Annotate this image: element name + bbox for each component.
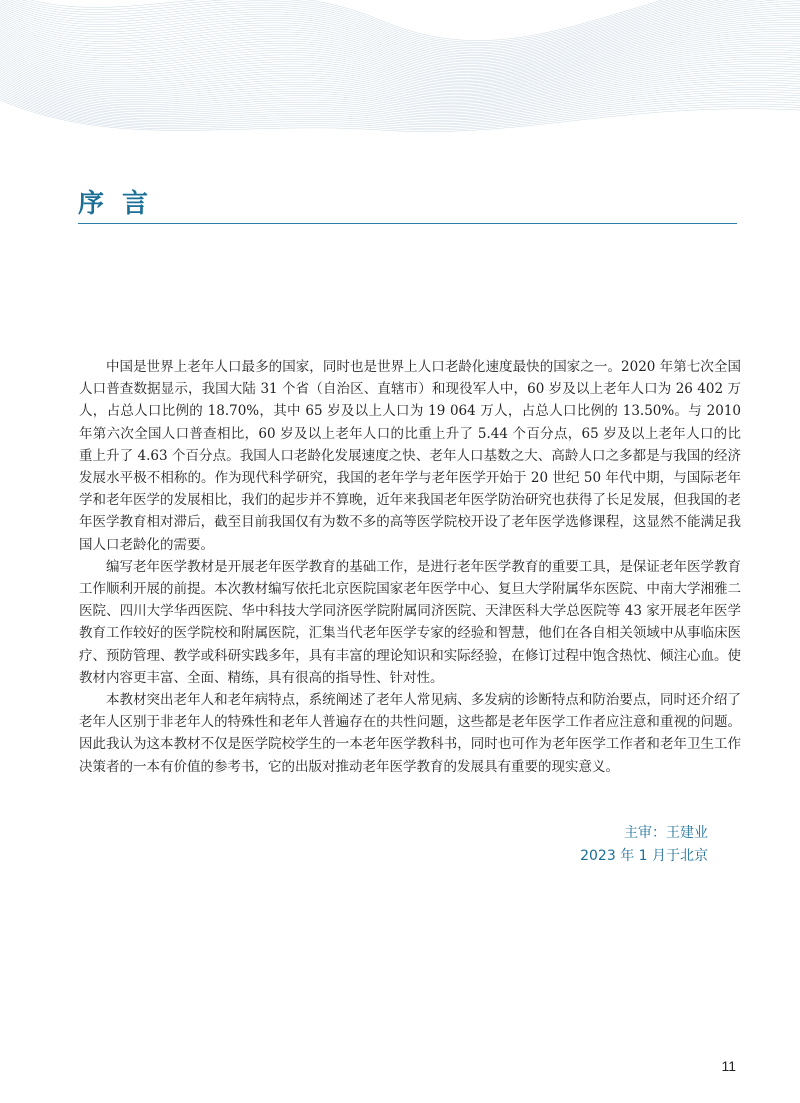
wave-line (0, 48, 800, 92)
wave-line (0, 38, 800, 86)
preface-body (79, 356, 741, 778)
wave-lines-decoration (0, 0, 800, 160)
wave-line (0, 0, 800, 51)
signature-date: 2023 年 1 月于北京 (580, 848, 708, 864)
page-number: 11 (721, 1058, 736, 1074)
preface-paragraph-3: 本教材突出老年人和老年病特点，系统阐述了老年人常见病、多发病的诊断特点和防治要点，同时还介绍了老年人区别于非老年人的特殊性和老年人普遍存在的共性问题，这些都是老年医学工作者应注意和重视的问题。因此我认为这本教材不仅是医学院校学生的一本老年医学教科书，同时也可作为老年医学工作者和老年卫生工作决策者的一本有价值的参考书，它的出版对推动老年医学教育的发展具有重要的现实意义。 (79, 692, 741, 775)
page-title: 序言 (78, 189, 167, 219)
signature-reviewer: 主审：王建业 (624, 825, 708, 841)
preface-paragraph-1: 中国是世界上老年人口最多的国家，同时也是世界上人口老龄化速度最快的国家之一。2020 年第七次全国人口普查数据显示，我国大陆 31 个省（自治区、直辖市）和现役军人中，60 岁及以上老年人口为 26 402 万人，占总人口比例的 18.70%，其中 65 岁及以上人口为 19 064 万人，占总人口比例的 13.50%。与 2010 年第六次全国人口普查相比，60 岁及以上老年人口的比重上升了 5.44 个百分点，65 岁及以上老年人口的比重上升了 4.63 个百分点。我国人口老龄化发展速度之快、老年人口基数之大、高龄人口之多都是与我国的经济发展水平极不相称的。作为现代科学研究，我国的老年学与老年医学开始于 20 世纪 50 年代中期，与国际老年学和老年医学的发展相比，我们的起步并不算晚，近年来我国老年医学防治研究也获得了长足发展，但我国的老年医学教育相对滞后，截至目前我国仅有为数不多的高等医学院校开设了老年医学选修课程，这显然不能满足我国人口老龄化的需要。 (79, 359, 741, 553)
wave-line (0, 0, 800, 56)
wave-line (0, 20, 800, 75)
wave-line (0, 0, 800, 41)
preface-paragraph-2: 编写老年医学教材是开展老年医学教育的基础工作，是进行老年医学教育的重要工具，是保证老年医学教育工作顺利开展的前提。本次教材编写依托北京医院国家老年医学中心、复旦大学附属华东医院、中南大学湘雅二医院、四川大学华西医院、华中科技大学同济医学院附属同济医院、天津医科大学总医院等 43 家开展老年医学教育工作较好的医学院校和附属医院，汇集当代老年医学专家的经验和智慧，他们在各自相关领域中从事临床医疗、预防管理、教学或科研实践多年，具有丰富的理论知识和实际经验，在修订过程中饱含热忱、倾注心血。使教材内容更丰富、全面、精练，具有很高的指导性、针对性。 (79, 558, 741, 686)
title-divider (78, 223, 737, 224)
signature-block (580, 822, 708, 868)
